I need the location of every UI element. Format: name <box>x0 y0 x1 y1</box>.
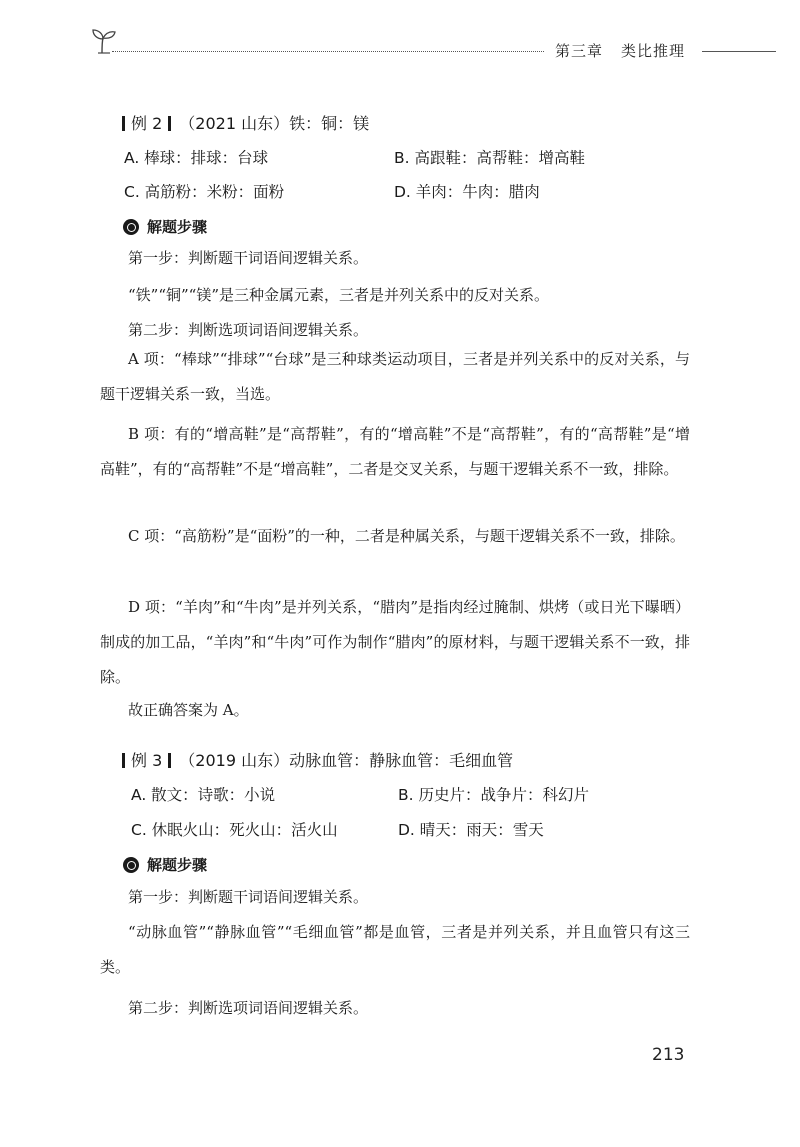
paragraph: C 项：“高筋粉”是“面粉”的一种，二者是种属关系，与题干逻辑关系不一致，排除。 <box>128 527 685 545</box>
option-d: D. 晴天：雨天：雪天 <box>398 821 544 839</box>
heading-bar-left <box>122 753 125 768</box>
paragraph: 第一步：判断题干词语间逻辑关系。 <box>128 249 369 267</box>
paragraph: 第二步：判断选项词语间逻辑关系。 <box>128 321 369 339</box>
steps-title: 解题步骤 <box>147 856 208 874</box>
header-rule-left <box>112 51 544 52</box>
option-a: A. 棒球：排球：台球 <box>124 149 269 167</box>
question-stem: （2019 山东）动脉血管：静脉血管：毛细血管 <box>179 751 514 770</box>
example-label: 例 2 <box>131 114 163 133</box>
option-b: B. 高跟鞋：高帮鞋：增高鞋 <box>394 149 585 167</box>
steps-icon <box>123 219 139 235</box>
chapter-label: 第三章 <box>555 42 604 60</box>
option-b: B. 历史片：战争片：科幻片 <box>398 786 589 804</box>
paragraph: B 项：有的“增高鞋”是“高帮鞋”，有的“增高鞋”不是“高帮鞋”，有的“高帮鞋”是“增高鞋”，有的“高帮鞋”不是“增高鞋”，二者是交叉关系，与题干逻辑关系不一致，排除。 <box>100 425 690 478</box>
steps-icon <box>123 857 139 873</box>
steps-heading <box>123 216 207 237</box>
option-d: D. 羊肉：牛肉：腊肉 <box>394 183 540 201</box>
example-3-heading <box>122 748 513 771</box>
heading-bar-right <box>168 116 171 131</box>
heading-bar-right <box>168 753 171 768</box>
option-a: A. 散文：诗歌：小说 <box>131 786 276 804</box>
example-2-heading <box>122 111 369 134</box>
option-c: C. 高筋粉：米粉：面粉 <box>124 183 285 201</box>
paragraph: 第二步：判断选项词语间逻辑关系。 <box>128 999 369 1017</box>
steps-heading <box>123 854 207 875</box>
steps-title: 解题步骤 <box>147 218 208 236</box>
answer-line: 故正确答案为 A。 <box>128 701 249 719</box>
paragraph: D 项：“羊肉”和“牛肉”是并列关系，“腊肉”是指肉经过腌制、烘烤（或日光下曝晒）制成的加工品，“羊肉”和“牛肉”可作为制作“腊肉”的原材料，与题干逻辑关系不一致，排除。 <box>100 598 690 686</box>
header-rule-right <box>702 51 776 52</box>
example-label: 例 3 <box>131 751 163 770</box>
question-stem: （2021 山东）铁：铜：镁 <box>179 114 370 133</box>
option-c: C. 休眠火山：死火山：活火山 <box>131 821 338 839</box>
heading-bar-left <box>122 116 125 131</box>
section-label: 类比推理 <box>621 42 686 60</box>
paragraph: “动脉血管”“静脉血管”“毛细血管”都是血管，三者是并列关系，并且血管只有这三类。 <box>100 923 690 976</box>
paragraph: “铁”“铜”“镁”是三种金属元素，三者是并列关系中的反对关系。 <box>128 286 550 304</box>
paragraph: A 项：“棒球”“排球”“台球”是三种球类运动项目，三者是并列关系中的反对关系，与题干逻辑关系一致，当选。 <box>100 350 690 403</box>
paragraph: 第一步：判断题干词语间逻辑关系。 <box>128 888 369 906</box>
running-header <box>555 40 685 61</box>
page-number: 213 <box>652 1045 685 1065</box>
